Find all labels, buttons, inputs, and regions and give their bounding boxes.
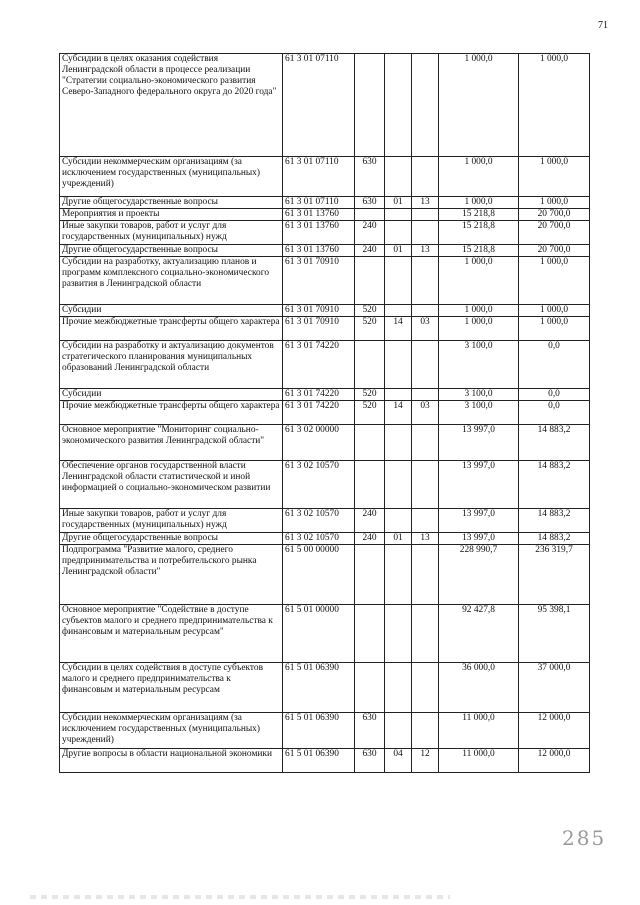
- row-name: Другие общегосударственные вопросы: [60, 197, 283, 209]
- table-row: [60, 533, 590, 545]
- row-expense-type: [355, 257, 385, 305]
- row-target-code: 61 3 01 07110: [283, 54, 355, 157]
- page-number: 71: [598, 20, 608, 31]
- row-amount-year-2: 1 000,0: [519, 54, 590, 157]
- row-amount-year-2: 1 000,0: [519, 305, 590, 317]
- table-row: [60, 425, 590, 461]
- row-subsection: [412, 209, 439, 221]
- row-name: Обеспечение органов государственной власти Ленинградской области статистической и иной информацией о социально-экономическом развитии: [60, 461, 283, 509]
- row-amount-year-1: 13 997,0: [439, 461, 519, 509]
- table-row: [60, 197, 590, 209]
- row-amount-year-1: 1 000,0: [439, 305, 519, 317]
- row-target-code: 61 5 01 06390: [283, 713, 355, 749]
- row-amount-year-1: 3 100,0: [439, 401, 519, 425]
- row-subsection: [412, 54, 439, 157]
- row-amount-year-2: 1 000,0: [519, 257, 590, 305]
- table-row: [60, 317, 590, 341]
- row-target-code: 61 3 02 10570: [283, 509, 355, 533]
- row-amount-year-1: 1 000,0: [439, 197, 519, 209]
- row-expense-type: [355, 341, 385, 389]
- row-expense-type: 520: [355, 389, 385, 401]
- row-section: [385, 509, 412, 533]
- row-subsection: [412, 389, 439, 401]
- row-expense-type: 630: [355, 197, 385, 209]
- table-row: [60, 209, 590, 221]
- row-section: 01: [385, 533, 412, 545]
- row-amount-year-2: 12 000,0: [519, 713, 590, 749]
- table-row: [60, 257, 590, 305]
- row-name: Субсидии в целях оказания содействия Ленинградской области в процессе реализации "Стратегии социально-экономического развития Северо-Западного федерального округа до 2020 года": [60, 54, 283, 157]
- row-section: [385, 157, 412, 197]
- table-row: [60, 749, 590, 773]
- row-subsection: [412, 605, 439, 663]
- table-row: [60, 663, 590, 713]
- row-expense-type: [355, 54, 385, 157]
- row-amount-year-2: 20 700,0: [519, 245, 590, 257]
- row-name: Основное мероприятие "Мониторинг социально-экономического развития Ленинградской области": [60, 425, 283, 461]
- row-amount-year-2: 1 000,0: [519, 317, 590, 341]
- row-section: [385, 389, 412, 401]
- row-target-code: 61 3 01 74220: [283, 401, 355, 425]
- row-target-code: 61 3 01 74220: [283, 389, 355, 401]
- row-amount-year-1: 15 218,8: [439, 245, 519, 257]
- row-expense-type: [355, 605, 385, 663]
- row-amount-year-2: 0,0: [519, 401, 590, 425]
- row-section: [385, 305, 412, 317]
- row-amount-year-2: 0,0: [519, 341, 590, 389]
- row-target-code: 61 3 01 07110: [283, 157, 355, 197]
- table-row: [60, 461, 590, 509]
- row-amount-year-2: 14 883,2: [519, 461, 590, 509]
- row-expense-type: 520: [355, 317, 385, 341]
- row-name: Прочие межбюджетные трансферты общего характера: [60, 317, 283, 341]
- row-target-code: 61 5 01 06390: [283, 663, 355, 713]
- row-section: 14: [385, 401, 412, 425]
- row-amount-year-2: 1 000,0: [519, 197, 590, 209]
- table-row: [60, 221, 590, 245]
- row-section: 14: [385, 317, 412, 341]
- row-amount-year-1: 3 100,0: [439, 341, 519, 389]
- row-subsection: [412, 545, 439, 605]
- table-row: [60, 389, 590, 401]
- table-row: [60, 545, 590, 605]
- table-row: [60, 401, 590, 425]
- row-amount-year-1: 11 000,0: [439, 713, 519, 749]
- row-target-code: 61 3 01 70910: [283, 305, 355, 317]
- row-target-code: 61 5 01 06390: [283, 749, 355, 773]
- row-amount-year-1: 13 997,0: [439, 533, 519, 545]
- row-amount-year-2: 236 319,7: [519, 545, 590, 605]
- table-row: [60, 341, 590, 389]
- row-subsection: 13: [412, 533, 439, 545]
- row-amount-year-1: 36 000,0: [439, 663, 519, 713]
- row-amount-year-1: 13 997,0: [439, 509, 519, 533]
- row-subsection: [412, 157, 439, 197]
- row-amount-year-1: 1 000,0: [439, 157, 519, 197]
- row-expense-type: 520: [355, 401, 385, 425]
- row-subsection: [412, 713, 439, 749]
- row-expense-type: [355, 425, 385, 461]
- row-target-code: 61 3 01 13760: [283, 221, 355, 245]
- row-expense-type: [355, 545, 385, 605]
- row-target-code: 61 3 02 10570: [283, 461, 355, 509]
- row-amount-year-1: 92 427,8: [439, 605, 519, 663]
- table-row: [60, 245, 590, 257]
- row-section: [385, 663, 412, 713]
- row-amount-year-1: 1 000,0: [439, 54, 519, 157]
- row-name: Субсидии некоммерческим организациям (за исключением государственных (муниципальных) учреждений): [60, 713, 283, 749]
- row-name: Субсидии на разработку, актуализацию планов и программ комплексного социально-экономического развития в Ленинградской области: [60, 257, 283, 305]
- row-section: [385, 425, 412, 461]
- row-subsection: [412, 341, 439, 389]
- budget-table-body: [60, 54, 590, 773]
- row-subsection: [412, 305, 439, 317]
- row-section: [385, 221, 412, 245]
- row-name: Иные закупки товаров, работ и услуг для государственных (муниципальных) нужд: [60, 221, 283, 245]
- row-subsection: 12: [412, 749, 439, 773]
- row-amount-year-2: 20 700,0: [519, 221, 590, 245]
- row-expense-type: [355, 209, 385, 221]
- row-name: Основное мероприятие "Содействие в доступе субъектов малого и среднего предпринимательства к финансовым и материальным ресурсам": [60, 605, 283, 663]
- row-amount-year-2: 20 700,0: [519, 209, 590, 221]
- row-amount-year-2: 0,0: [519, 389, 590, 401]
- row-amount-year-2: 1 000,0: [519, 157, 590, 197]
- row-subsection: [412, 461, 439, 509]
- row-amount-year-2: 14 883,2: [519, 425, 590, 461]
- row-target-code: 61 3 01 70910: [283, 317, 355, 341]
- row-amount-year-2: 95 398,1: [519, 605, 590, 663]
- row-amount-year-1: 15 218,8: [439, 209, 519, 221]
- row-amount-year-1: 1 000,0: [439, 257, 519, 305]
- row-name: Субсидии некоммерческим организациям (за исключением государственных (муниципальных) учреждений): [60, 157, 283, 197]
- row-subsection: [412, 257, 439, 305]
- row-subsection: 13: [412, 245, 439, 257]
- row-name: Субсидии на разработку и актуализацию документов стратегического планирования муниципальных образований Ленинградской области: [60, 341, 283, 389]
- row-name: Другие общегосударственные вопросы: [60, 533, 283, 545]
- row-subsection: 13: [412, 197, 439, 209]
- row-expense-type: [355, 663, 385, 713]
- row-section: 04: [385, 749, 412, 773]
- table-row: [60, 713, 590, 749]
- row-name: Мероприятия и проекты: [60, 209, 283, 221]
- row-target-code: 61 3 02 00000: [283, 425, 355, 461]
- row-section: [385, 605, 412, 663]
- table-row: [60, 54, 590, 157]
- budget-table: [59, 53, 590, 773]
- row-expense-type: 520: [355, 305, 385, 317]
- row-name: Подпрограмма "Развитие малого, среднего предпринимательства и потребительского рынка Ленинградской области": [60, 545, 283, 605]
- row-name: Иные закупки товаров, работ и услуг для государственных (муниципальных) нужд: [60, 509, 283, 533]
- row-expense-type: 630: [355, 713, 385, 749]
- row-expense-type: 240: [355, 221, 385, 245]
- row-target-code: 61 3 02 10570: [283, 533, 355, 545]
- row-amount-year-1: 11 000,0: [439, 749, 519, 773]
- row-target-code: 61 3 01 13760: [283, 209, 355, 221]
- row-amount-year-2: 14 883,2: [519, 533, 590, 545]
- row-expense-type: 630: [355, 157, 385, 197]
- row-name: Другие общегосударственные вопросы: [60, 245, 283, 257]
- row-section: [385, 257, 412, 305]
- scan-artifact: [30, 895, 450, 899]
- row-section: [385, 54, 412, 157]
- archive-stamp: 285: [562, 826, 607, 850]
- row-expense-type: [355, 461, 385, 509]
- row-amount-year-1: 13 997,0: [439, 425, 519, 461]
- row-expense-type: 240: [355, 509, 385, 533]
- row-subsection: 03: [412, 317, 439, 341]
- table-row: [60, 605, 590, 663]
- row-section: 01: [385, 197, 412, 209]
- row-section: [385, 341, 412, 389]
- row-amount-year-1: 1 000,0: [439, 317, 519, 341]
- row-amount-year-1: 3 100,0: [439, 389, 519, 401]
- row-target-code: 61 3 01 07110: [283, 197, 355, 209]
- row-target-code: 61 3 01 74220: [283, 341, 355, 389]
- row-expense-type: 240: [355, 245, 385, 257]
- row-section: [385, 713, 412, 749]
- row-subsection: 03: [412, 401, 439, 425]
- row-name: Прочие межбюджетные трансферты общего характера: [60, 401, 283, 425]
- table-row: [60, 157, 590, 197]
- row-amount-year-2: 12 000,0: [519, 749, 590, 773]
- row-subsection: [412, 509, 439, 533]
- table-row: [60, 305, 590, 317]
- table-row: [60, 509, 590, 533]
- row-amount-year-1: 228 990,7: [439, 545, 519, 605]
- row-name: Другие вопросы в области национальной экономики: [60, 749, 283, 773]
- row-target-code: 61 5 00 00000: [283, 545, 355, 605]
- row-section: [385, 461, 412, 509]
- row-subsection: [412, 663, 439, 713]
- row-expense-type: 240: [355, 533, 385, 545]
- row-target-code: 61 3 01 70910: [283, 257, 355, 305]
- row-target-code: 61 5 01 00000: [283, 605, 355, 663]
- row-target-code: 61 3 01 13760: [283, 245, 355, 257]
- row-section: [385, 209, 412, 221]
- row-subsection: [412, 425, 439, 461]
- row-amount-year-1: 15 218,8: [439, 221, 519, 245]
- row-amount-year-2: 37 000,0: [519, 663, 590, 713]
- row-amount-year-2: 14 883,2: [519, 509, 590, 533]
- row-subsection: [412, 221, 439, 245]
- row-name: Субсидии: [60, 305, 283, 317]
- row-section: [385, 545, 412, 605]
- row-name: Субсидии: [60, 389, 283, 401]
- row-section: 01: [385, 245, 412, 257]
- row-name: Субсидии в целях содействия в доступе субъектов малого и среднего предпринимательства к финансовым и материальным ресурсам: [60, 663, 283, 713]
- row-expense-type: 630: [355, 749, 385, 773]
